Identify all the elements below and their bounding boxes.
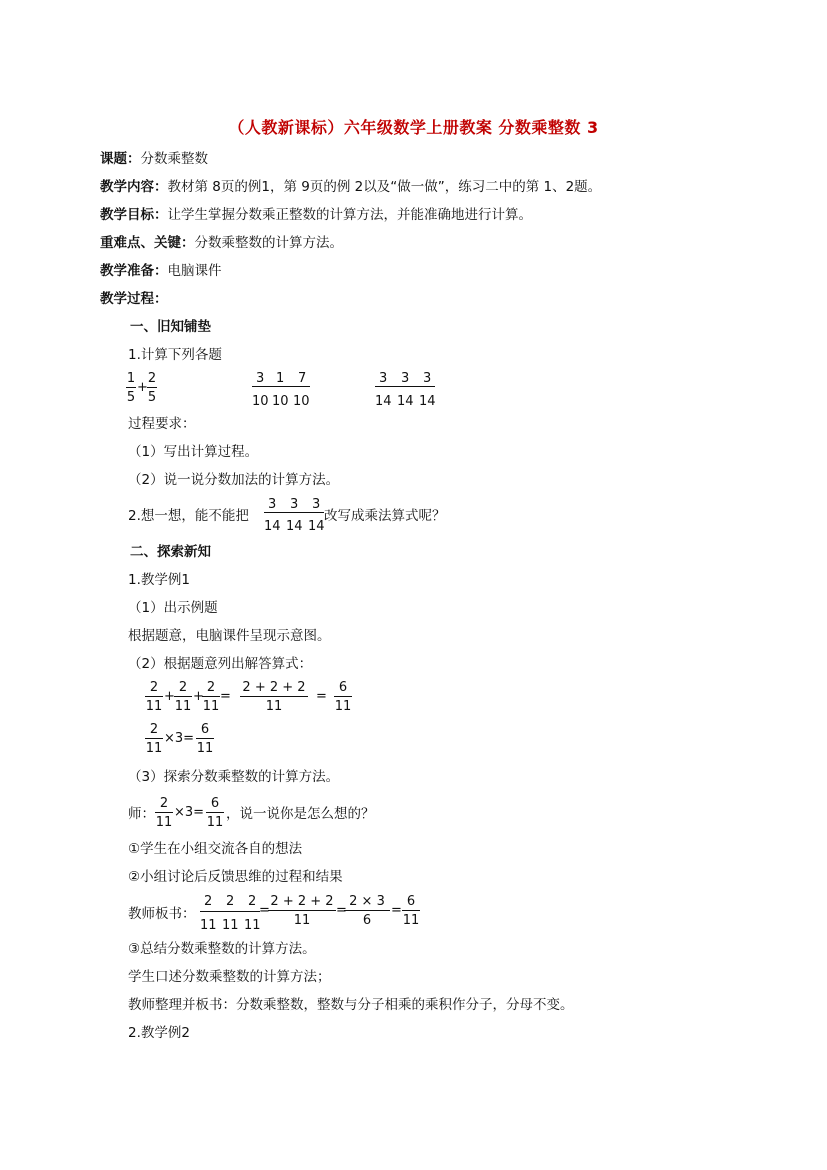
- step3: （3）探索分数乘整数的计算方法。: [128, 769, 340, 785]
- fraction: $\frac{2}{11}$: [202, 680, 220, 714]
- plus-sign: +: [193, 689, 204, 704]
- equals-sign: =: [220, 689, 231, 704]
- plus-sign: +: [164, 689, 175, 704]
- circle-step-3: ③总结分数乘整数的计算方法。: [128, 941, 316, 957]
- key-line: [100, 234, 343, 252]
- section1-heading: 一、旧知铺垫: [130, 319, 211, 335]
- fraction: $\frac{2}{11}$: [145, 680, 163, 714]
- requirement-1: （1）写出计算过程。: [128, 444, 259, 460]
- numerator: 3: [401, 371, 410, 386]
- fraction: $\frac{2}{11}$: [174, 680, 192, 714]
- numerator: 1: [276, 371, 285, 386]
- fraction: $\frac{2 + 2 + 2}{11}$: [240, 680, 308, 714]
- numerator: 3: [379, 371, 388, 386]
- topic-line: [100, 150, 208, 168]
- prep-value: 电脑课件: [167, 263, 222, 279]
- key-label: 重难点、关键：: [100, 235, 195, 251]
- numerator: 2: [248, 894, 257, 909]
- equals-sign: =: [391, 903, 402, 918]
- times-three: ×3=: [174, 805, 205, 820]
- fraction: $\frac{6}{11}$: [196, 722, 214, 756]
- fraction: $\frac{6}{11}$: [402, 894, 420, 928]
- prep-label: 教学准备：: [100, 263, 168, 279]
- q2-prefix: 2.想一想，能不能把: [128, 508, 249, 524]
- process-label: 教学过程：: [100, 291, 168, 307]
- fraction: $\frac{2 + 2 + 2}{11}$: [268, 894, 336, 928]
- circle-step-2: ②小组讨论后反馈思维的过程和结果: [128, 869, 343, 885]
- plus-sign: +: [137, 380, 148, 395]
- goal-value: 让学生掌握分数乘正整数的计算方法，并能准确地进行计算。: [167, 207, 532, 223]
- denominator: 14: [397, 394, 414, 409]
- fraction-bar: [375, 386, 435, 387]
- goal-label: 教学目标：: [100, 207, 168, 223]
- document-title: （人教新课标）六年级数学上册教案 分数乘整数 3: [228, 118, 599, 137]
- denominator: 14: [308, 519, 325, 534]
- requirement-label: 过程要求：: [128, 416, 196, 432]
- equals-sign: =: [259, 903, 270, 918]
- fraction: $\frac{2}{11}$: [155, 796, 173, 830]
- q1-text: 1.计算下列各题: [128, 347, 222, 363]
- key-value: 分数乘整数的计算方法。: [194, 235, 343, 251]
- denominator: 10: [272, 394, 289, 409]
- denominator: 10: [252, 394, 269, 409]
- numerator: 2: [226, 894, 235, 909]
- numerator: 3: [423, 371, 432, 386]
- board-rule: 教师整理并板书：分数乘整数，整数与分子相乘的乘积作分子，分母不变。: [128, 997, 574, 1013]
- fraction-bar: [200, 911, 260, 912]
- topic-label: 课题：: [100, 151, 141, 167]
- fraction-bar: [252, 386, 310, 387]
- content-label: 教学内容：: [100, 179, 168, 195]
- numerator: 3: [256, 371, 265, 386]
- equals-sign: =: [316, 689, 327, 704]
- numerator: 2: [204, 894, 213, 909]
- topic-value: 分数乘整数: [140, 151, 208, 167]
- step1: （1）出示例题: [128, 600, 218, 616]
- denominator: 11: [222, 918, 239, 933]
- equals-sign: =: [336, 903, 347, 918]
- teacher-prefix: 师：: [128, 806, 155, 822]
- teacher-suffix: ，说一说你是怎么想的？: [226, 806, 375, 822]
- denominator: 11: [244, 918, 261, 933]
- fraction-bar: [264, 512, 324, 513]
- goal-line: [100, 206, 532, 224]
- example2-heading: 2.教学例2: [128, 1025, 190, 1041]
- denominator: 14: [286, 519, 303, 534]
- requirement-2: （2）说一说分数加法的计算方法。: [128, 472, 340, 488]
- denominator: 14: [264, 519, 281, 534]
- numerator: 3: [268, 497, 277, 512]
- step2: （2）根据题意列出解答算式：: [128, 656, 313, 672]
- fraction: $\frac{6}{11}$: [334, 680, 352, 714]
- fraction: $\frac{2 \times 3}{6}$: [344, 894, 390, 928]
- numerator: 7: [298, 371, 307, 386]
- circle-step-1: ①学生在小组交流各自的想法: [128, 841, 303, 857]
- fraction: $\frac{2}{11}$: [145, 722, 163, 756]
- board-label: 教师板书：: [128, 906, 196, 922]
- fraction: $\frac{6}{11}$: [206, 796, 224, 830]
- oral-summary: 学生口述分数乘整数的计算方法；: [128, 969, 331, 985]
- prep-line: [100, 262, 222, 280]
- denominator: 14: [375, 394, 392, 409]
- content-value: 教材第 8页的例1，第 9页的例 2以及“做一做”，练习二中的第 1、2题。: [167, 179, 602, 195]
- numerator: 3: [290, 497, 299, 512]
- example1-heading: 1.教学例1: [128, 572, 190, 588]
- times-three: ×3=: [164, 731, 195, 746]
- q2-suffix: 改写成乘法算式呢？: [324, 508, 446, 524]
- step1-text: 根据题意，电脑课件呈现示意图。: [128, 628, 331, 644]
- denominator: 11: [200, 918, 217, 933]
- fraction: $\frac{2}{5}$: [147, 371, 157, 405]
- denominator: 10: [293, 394, 310, 409]
- section2-heading: 二、探索新知: [130, 544, 211, 560]
- fraction: $\frac{1}{5}$: [126, 371, 136, 405]
- content-line: [100, 178, 601, 196]
- numerator: 3: [312, 497, 321, 512]
- denominator: 14: [419, 394, 436, 409]
